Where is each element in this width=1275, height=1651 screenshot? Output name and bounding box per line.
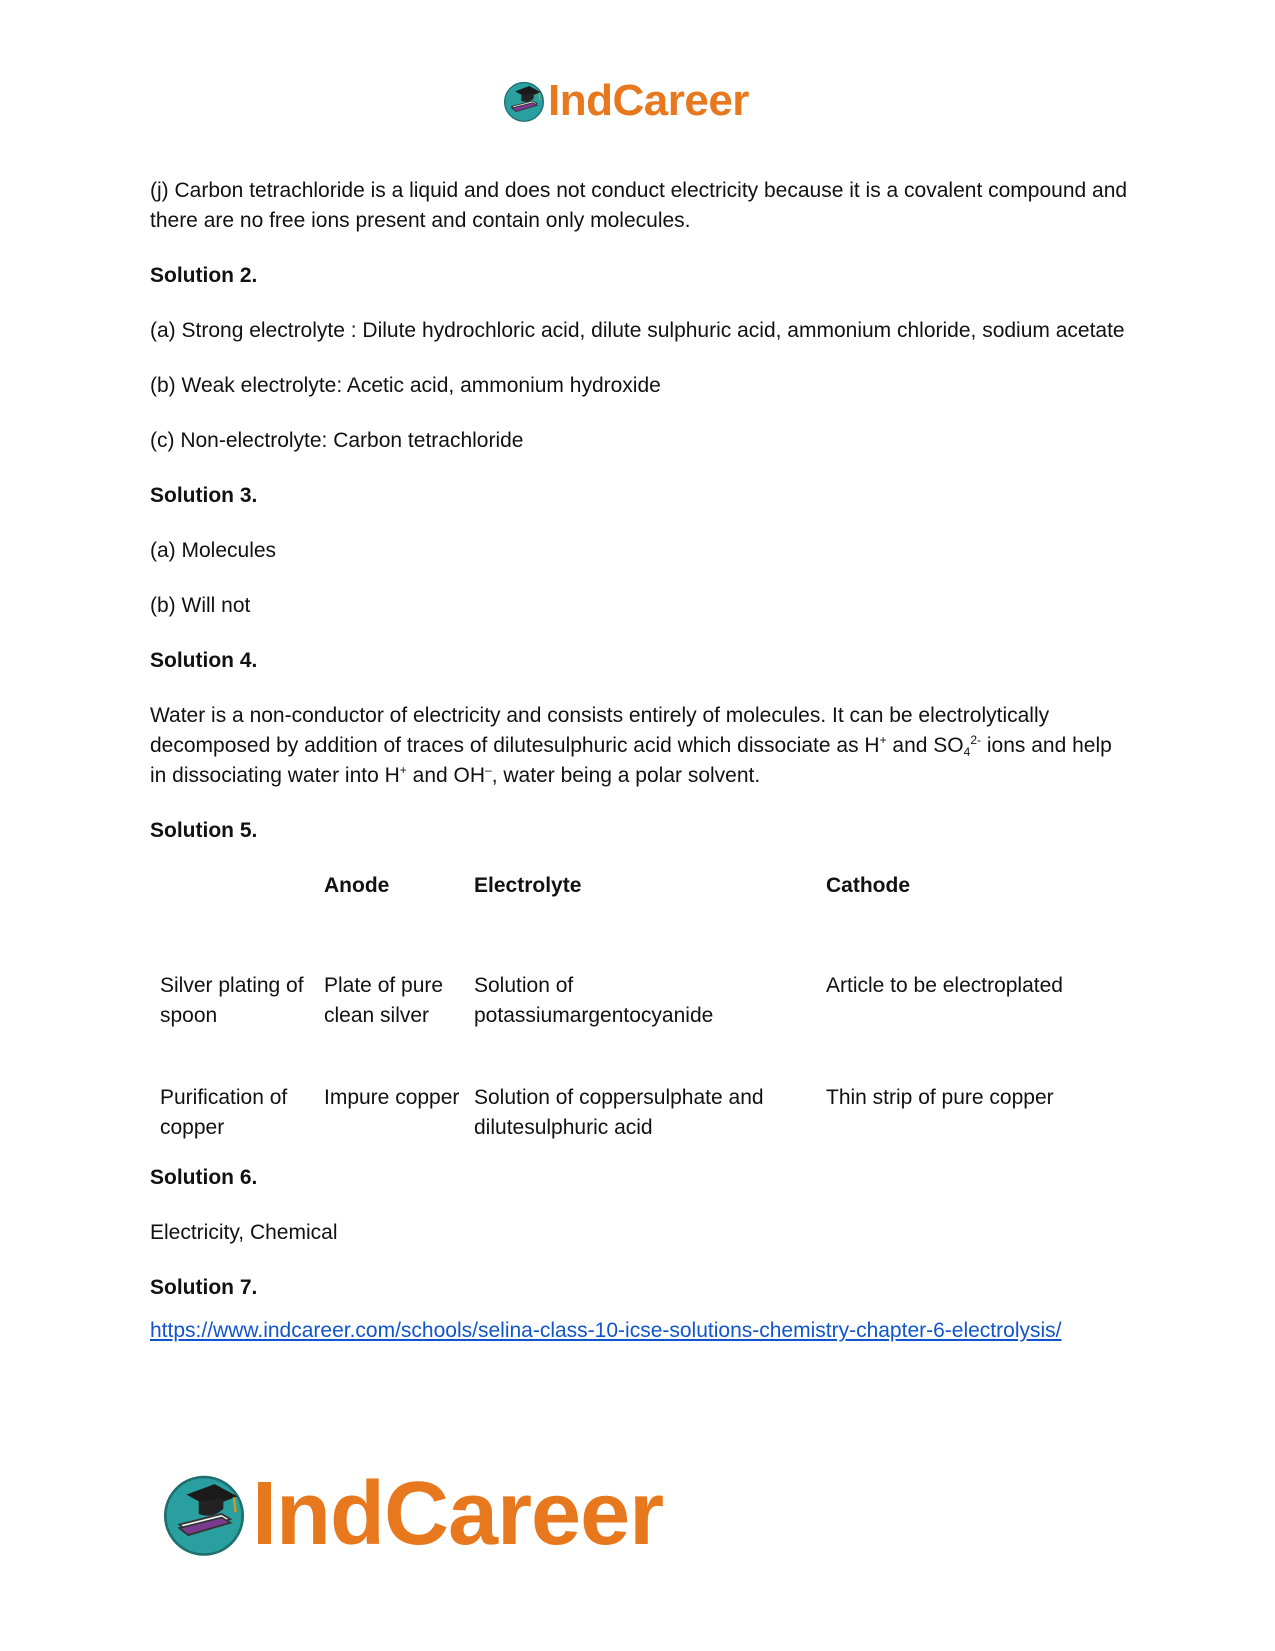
graduation-cap-book-globe-icon: [160, 1470, 248, 1558]
sol4-sup1: +: [879, 733, 887, 747]
solution-2-heading: Solution 2.: [150, 264, 258, 287]
solution-2-c: (c) Non-electrolyte: Carbon tetrachloride: [150, 429, 524, 452]
solution-7-link[interactable]: https://www.indcareer.com/schools/selina-class-10-icse-solutions-chemistry-chapter-6-electrolysis/: [150, 1319, 1062, 1342]
logo-text: IndCareer: [548, 76, 749, 125]
table-cell-electrolyte: Solution of potassiumargentocyanide: [474, 974, 714, 1027]
solution-6-heading: Solution 6.: [150, 1166, 258, 1189]
sol4-part3: ions and help in dissociating water into H: [150, 734, 1112, 787]
sol4-part2: and SO: [886, 734, 964, 757]
table-cell-anode: Impure copper: [324, 1086, 460, 1109]
table-cell-process: Purification of copper: [160, 1086, 288, 1139]
sol4-sup2: 2-: [970, 733, 982, 747]
solution-6-text: Electricity, Chemical: [150, 1221, 338, 1244]
paragraph-j: (j) Carbon tetrachloride is a liquid and does not conduct electricity because it is a covalent compound and there are no free ions present and contain only molecules.: [150, 179, 1128, 232]
sol4-sup4: –: [485, 763, 492, 777]
table-row: [150, 1083, 1130, 1163]
table-cell-process: Silver plating of spoon: [160, 974, 304, 1027]
sol4-part4: and OH: [406, 764, 486, 787]
sol4-sub1: 4: [963, 745, 971, 759]
table-header-anode: Anode: [324, 874, 390, 897]
logo-text: IndCareer: [252, 1464, 664, 1564]
solution-2-b: (b) Weak electrolyte: Acetic acid, ammonium hydroxide: [150, 374, 661, 397]
table-row: [150, 971, 1130, 1083]
table-cell-cathode: Thin strip of pure copper: [826, 1086, 1054, 1109]
solution-4-heading: Solution 4.: [150, 649, 258, 672]
table-cell-cathode: Article to be electroplated: [826, 974, 1063, 997]
header-logo: [502, 78, 749, 124]
solution-3-heading: Solution 3.: [150, 484, 258, 507]
table-header-electrolyte: Electrolyte: [474, 874, 582, 897]
table-header-cell: [150, 871, 314, 971]
solution-3-b: (b) Will not: [150, 594, 251, 617]
table-cell-anode: Plate of pure clean silver: [324, 974, 444, 1027]
table-cell-electrolyte: Solution of coppersulphate and dilutesulphuric acid: [474, 1086, 764, 1139]
solution-7-heading: Solution 7.: [150, 1276, 258, 1299]
sol4-part1: Water is a non-conductor of electricity and consists entirely of molecules. It can be electrolytically decomposed by addition of traces of dilutesulphuric acid which dissociate as H: [150, 704, 1050, 757]
solution-3-a: (a) Molecules: [150, 539, 277, 562]
footer-logo: [160, 1464, 664, 1564]
table-header-row: [150, 871, 1130, 971]
electrolysis-table: [150, 871, 1130, 1163]
sol4-sup3: +: [399, 763, 407, 777]
solution-2-a: (a) Strong electrolyte : Dilute hydrochloric acid, dilute sulphuric acid, ammonium chloride, sodium acetate: [150, 319, 1125, 342]
solution-4-text: [150, 701, 1130, 791]
graduation-cap-book-globe-icon: [502, 79, 546, 123]
table-header-cathode: Cathode: [826, 874, 910, 897]
solutions-content: [150, 176, 1130, 1349]
sol4-part5: , water being a polar solvent.: [491, 764, 761, 787]
solution-5-heading: Solution 5.: [150, 819, 258, 842]
